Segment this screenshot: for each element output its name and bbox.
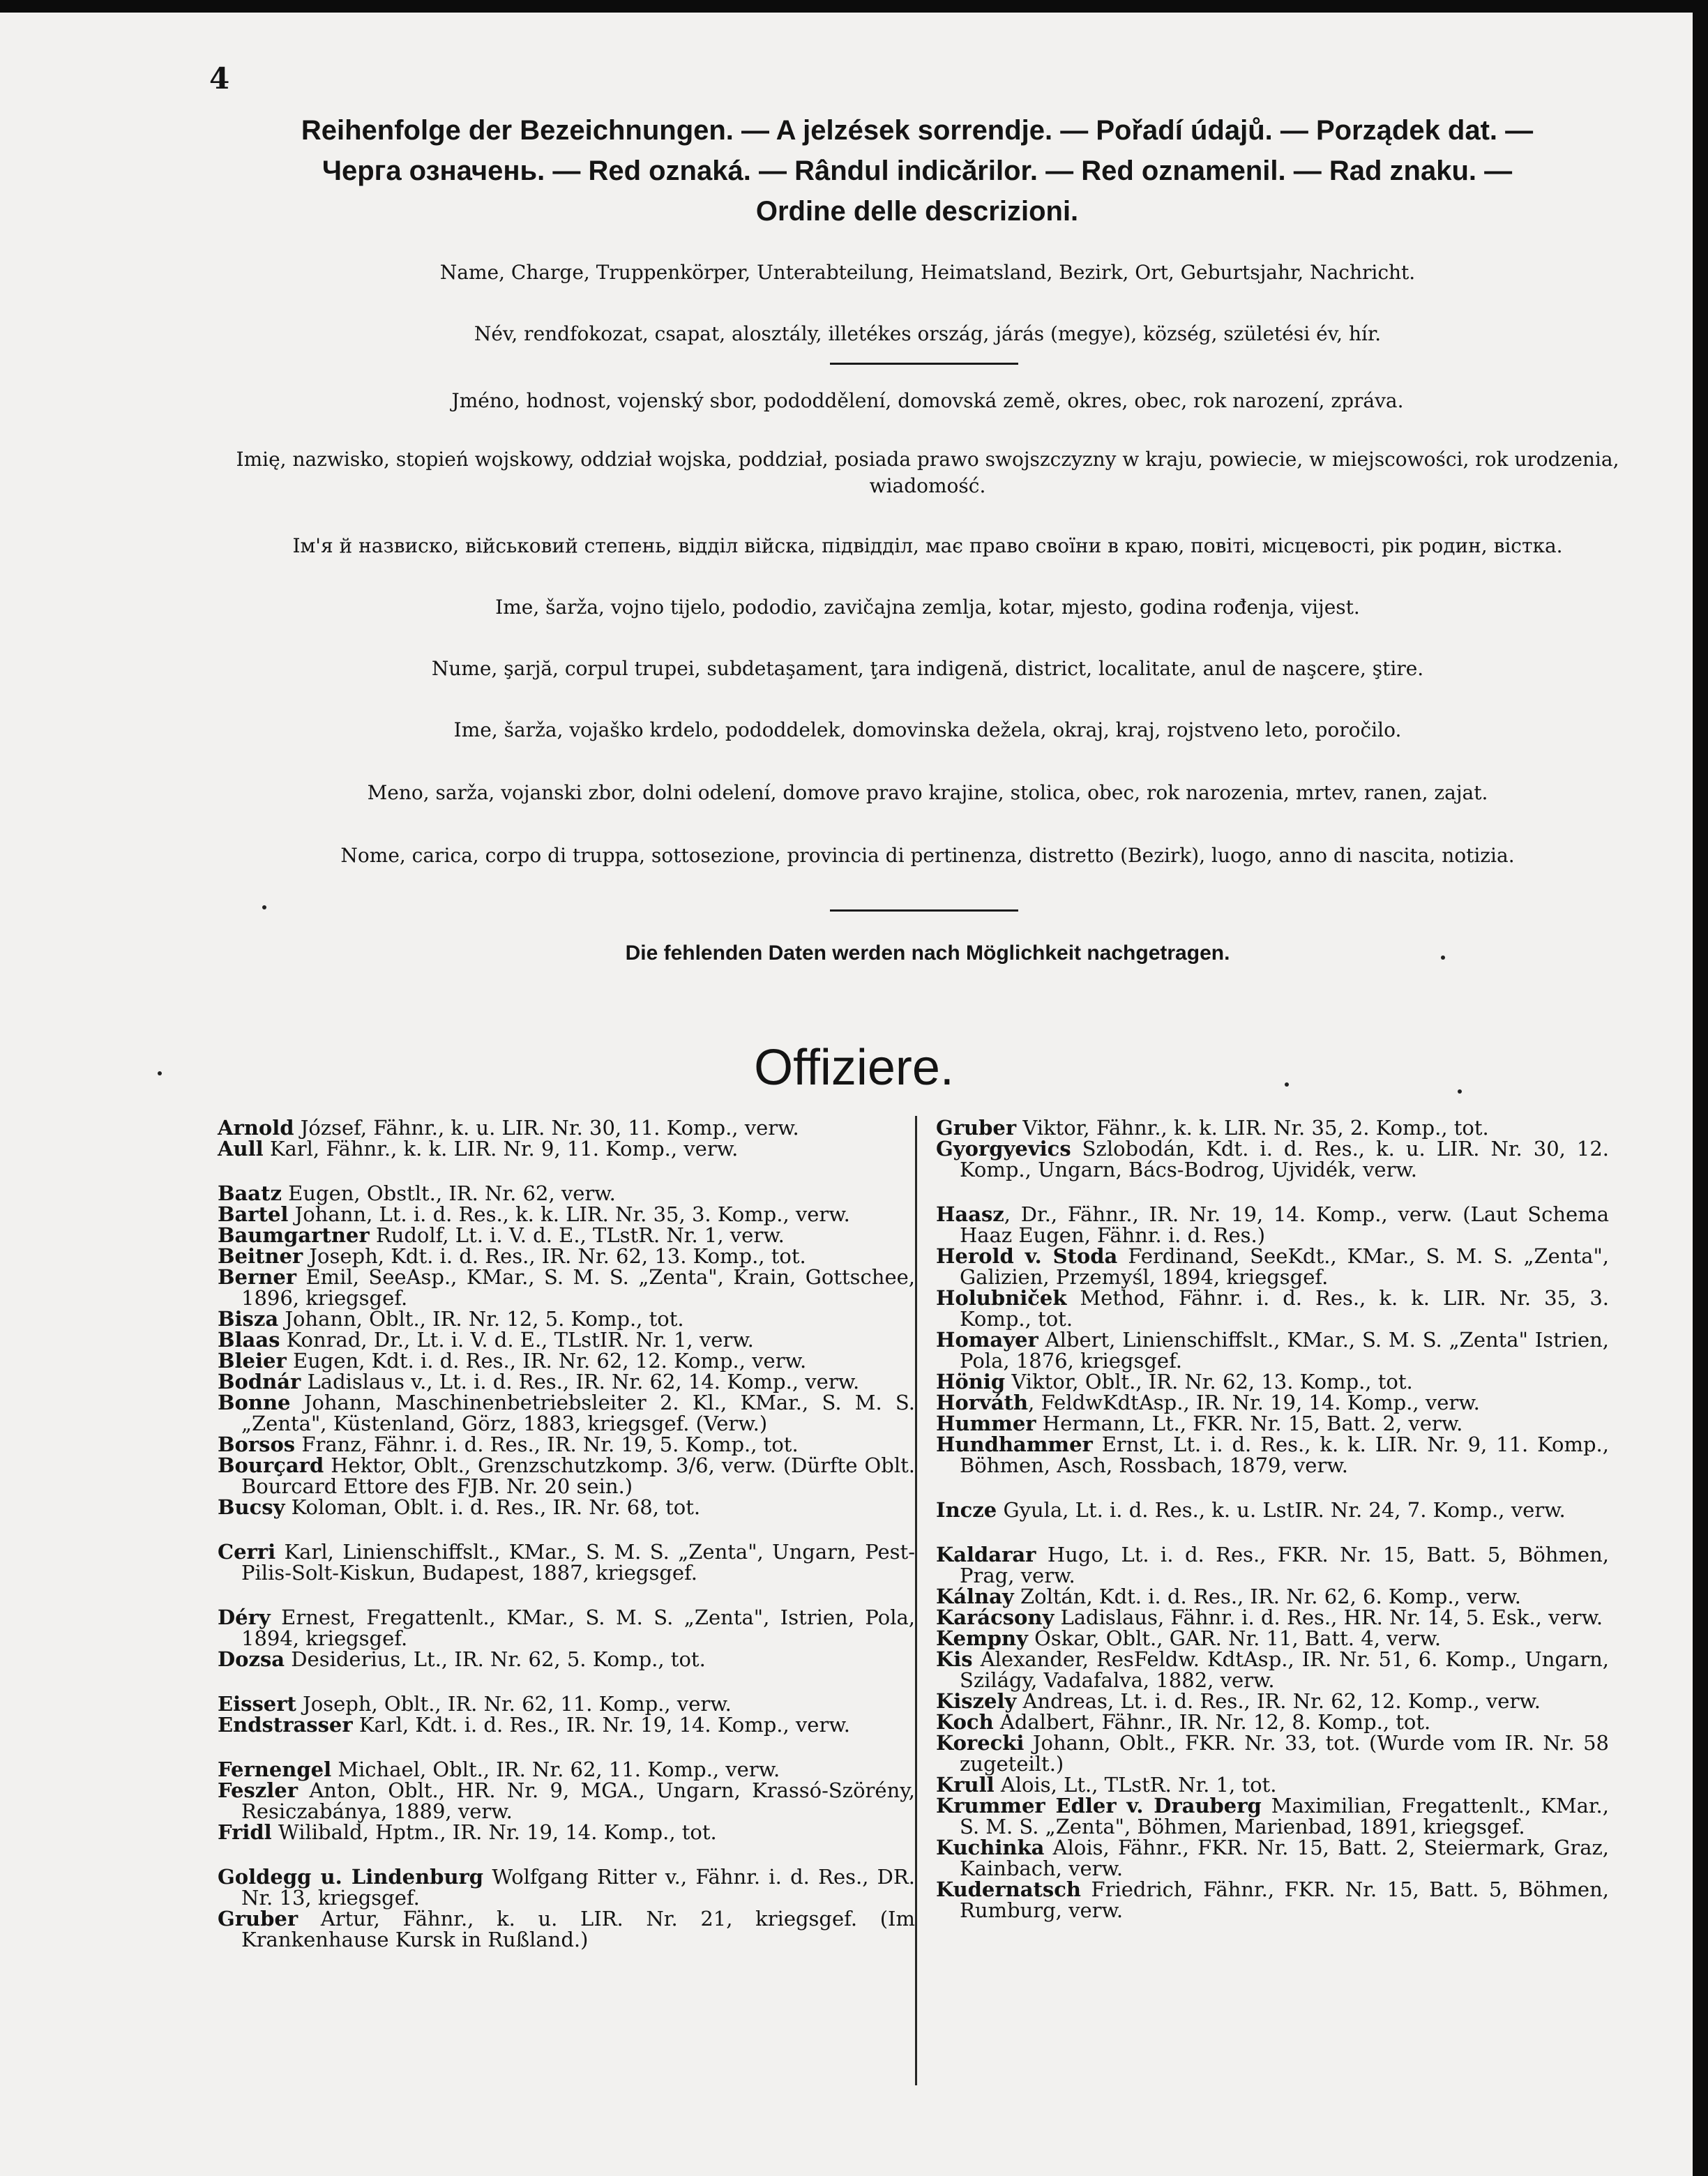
column-divider — [915, 1116, 917, 2085]
heading — [209, 110, 1625, 232]
field-order-croatian: Ime, šarža, vojno tijelo, pododio, zavičajna zemlja, kotar, mjesto, godina rođenja, vijest. — [495, 596, 1360, 619]
officer-entry: Kaldarar Hugo, Lt. i. d. Res., FKR. Nr. 15, Batt. 5, Böhmen, Prag, verw. — [936, 1543, 1609, 1587]
officer-entry: Fernengel Michael, Oblt., IR. Nr. 62, 11. Komp., verw. — [218, 1758, 780, 1781]
officer-entry: Bodnár Ladislaus v., Lt. i. d. Res., IR. Nr. 62, 14. Komp., verw. — [218, 1370, 860, 1393]
officer-entry: Holubniček Method, Fähnr. i. d. Res., k. k. LIR. Nr. 35, 3. Komp., tot. — [936, 1286, 1609, 1331]
officer-entry: Incze Gyula, Lt. i. d. Res., k. u. LstIR. Nr. 24, 7. Komp., verw. — [936, 1498, 1566, 1522]
officer-entry: Blaas Konrad, Dr., Lt. i. V. d. E., TLstIR. Nr. 1, verw. — [218, 1328, 754, 1352]
officer-entry: Gyorgyevics Szlobodán, Kdt. i. d. Res., k. u. LIR. Nr. 30, 12. Komp., Ungarn, Bács-Bodrog, Ujvidék, verw. — [936, 1137, 1609, 1181]
scan-speck — [1441, 955, 1445, 960]
officer-entry: Fridl Wilibald, Hptm., IR. Nr. 19, 14. Komp., tot. — [218, 1820, 717, 1844]
officer-entry: Bartel Johann, Lt. i. d. Res., k. k. LIR. Nr. 35, 3. Komp., verw. — [218, 1202, 850, 1226]
officer-entry: Berner Emil, SeeAsp., KMar., S. M. S. „Zenta", Krain, Gottschee, 1896, kriegsgef. — [218, 1265, 915, 1310]
field-order-czech: Jméno, hodnost, vojenský sbor, pododdělení, domovská země, okres, obec, rok narození, zpráva. — [451, 389, 1404, 412]
officer-entry: Korecki Johann, Oblt., FKR. Nr. 33, tot. (Wurde vom IR. Nr. 58 zugeteilt.) — [936, 1731, 1609, 1776]
officer-entry: Krull Alois, Lt., TLstR. Nr. 1, tot. — [936, 1773, 1277, 1797]
officer-entry: Gruber Artur, Fähnr., k. u. LIR. Nr. 21, kriegsgef. (Im Krankenhause Kursk in Rußland.) — [218, 1907, 915, 1951]
officer-entry: Eissert Joseph, Oblt., IR. Nr. 62, 11. Komp., verw. — [218, 1692, 732, 1716]
officer-entry: Dozsa Desiderius, Lt., IR. Nr. 62, 5. Komp., tot. — [218, 1647, 706, 1671]
officer-entry: Bisza Johann, Oblt., IR. Nr. 12, 5. Komp., tot. — [218, 1307, 684, 1331]
missing-data-note: Die fehlenden Daten werden nach Möglichkeit nachgetragen. — [625, 942, 1230, 965]
scan-border-top — [0, 0, 1708, 13]
officer-entry: Haasz, Dr., Fähnr., IR. Nr. 19, 14. Komp., verw. (Laut Schema Haaz Eugen, Fähnr. i. d. Res.) — [936, 1202, 1609, 1247]
officer-entry: Karácsony Ladislaus, Fähnr. i. d. Res., HR. Nr. 14, 5. Esk., verw. — [936, 1605, 1603, 1629]
officer-entry: Kudernatsch Friedrich, Fähnr., FKR. Nr. 15, Batt. 5, Böhmen, Rumburg, verw. — [936, 1877, 1609, 1922]
scan-speck — [1458, 1089, 1462, 1094]
scan-speck — [158, 1071, 162, 1075]
heading-line: Reihenfolge der Bezeichnungen. — A jelzések sorrendje. — Pořadí údajů. — Porządek dat. — — [301, 115, 1534, 146]
field-order-ruthenian: Ім'я й назвиско, військовий степень, відділ війска, підвідділ, має право своїни в краю, повіті, місцевості, рік родин, вістка. — [292, 534, 1563, 557]
officer-entry: Kiszely Andreas, Lt. i. d. Res., IR. Nr. 62, 12. Komp., verw. — [936, 1689, 1541, 1713]
officer-entry: Bourçard Hektor, Oblt., Grenzschutzkomp. 3/6, verw. (Dürfte Oblt. Bourcard Ettore des FJB. Nr. 20 sein.) — [218, 1453, 915, 1498]
field-order-slovenian: Ime, šarža, vojaško krdelo, pododdelek, domovinska dežela, okraj, kraj, rojstveno leto, poročilo. — [453, 718, 1402, 741]
heading-line: Ordine delle descrizioni. — [755, 196, 1079, 227]
officer-entry: Krummer Edler v. Drauberg Maximilian, Fregattenlt., KMar., S. M. S. „Zenta", Böhmen, Marienbad, 1891, kriegsgef. — [936, 1794, 1609, 1838]
officer-entry: Bucsy Koloman, Oblt. i. d. Res., IR. Nr. 68, tot. — [218, 1495, 701, 1519]
officer-entry: Kuchinka Alois, Fähnr., FKR. Nr. 15, Batt. 2, Steiermark, Graz, Kainbach, verw. — [936, 1836, 1609, 1880]
officer-entry: Kálnay Zoltán, Kdt. i. d. Res., IR. Nr. 62, 6. Komp., verw. — [936, 1585, 1521, 1608]
officer-entry: Kis Alexander, ResFeldw. KdtAsp., IR. Nr. 51, 6. Komp., Ungarn, Szilágy, Vadafalva, 1882, verw. — [936, 1647, 1609, 1692]
officer-entry: Arnold József, Fähnr., k. u. LIR. Nr. 30, 11. Komp., verw. — [218, 1116, 799, 1140]
officer-entry: Cerri Karl, Linienschiffslt., KMar., S. M. S. „Zenta", Ungarn, Pest-Pilis-Solt-Kiskun, Budapest, 1887, kriegsgef. — [218, 1540, 915, 1585]
scan-speck — [1285, 1082, 1289, 1087]
officer-list-right — [936, 1117, 1609, 1921]
field-order-italian: Nome, carica, corpo di truppa, sottosezione, provincia di pertinenza, distretto (Bezirk), luogo, anno di nascita, notizia. — [340, 844, 1515, 867]
heading-line: Черга означень. — Red oznaká. — Rândul indicărilor. — Red oznamenil. — Rad znaku. — — [322, 156, 1513, 186]
field-order-hungarian: Név, rendfokozat, csapat, alosztály, illetékes ország, járás (megye), község, születési év, hír. — [474, 322, 1382, 345]
officer-entry: Baumgartner Rudolf, Lt. i. V. d. E., TLstR. Nr. 1, verw. — [218, 1223, 785, 1247]
separator — [830, 363, 1018, 365]
scan-speck — [262, 905, 266, 909]
officer-entry: Feszler Anton, Oblt., HR. Nr. 9, MGA., Ungarn, Krassó-Szörény, Resiczabánya, 1889, verw. — [218, 1778, 915, 1823]
officer-entry: Bleier Eugen, Kdt. i. d. Res., IR. Nr. 62, 12. Komp., verw. — [218, 1349, 807, 1373]
section-title: Offiziere. — [754, 1040, 954, 1096]
separator — [830, 909, 1018, 912]
officer-entry: Hundhammer Ernst, Lt. i. d. Res., k. k. LIR. Nr. 9, 11. Komp., Böhmen, Asch, Rossbach, 1879, verw. — [936, 1433, 1609, 1477]
officer-entry: Hummer Hermann, Lt., FKR. Nr. 15, Batt. 2, verw. — [936, 1412, 1463, 1435]
officer-entry: Koch Adalbert, Fähnr., IR. Nr. 12, 8. Komp., tot. — [936, 1710, 1431, 1734]
officer-entry: Beitner Joseph, Kdt. i. d. Res., IR. Nr. 62, 13. Komp., tot. — [218, 1244, 806, 1268]
officer-entry: Borsos Franz, Fähnr. i. d. Res., IR. Nr. 19, 5. Komp., tot. — [218, 1433, 799, 1456]
officer-entry: Endstrasser Karl, Kdt. i. d. Res., IR. Nr. 19, 14. Komp., verw. — [218, 1713, 850, 1737]
officer-entry: Déry Ernest, Fregattenlt., KMar., S. M. S. „Zenta", Istrien, Pola, 1894, kriegsgef. — [218, 1605, 915, 1650]
field-order-slovak: Meno, sarža, vojanski zbor, dolni odelení, domove pravo krajine, stolica, obec, rok narozenia, mrtev, ranen, zajat. — [367, 781, 1488, 804]
officer-entry: Gruber Viktor, Fähnr., k. k. LIR. Nr. 35, 2. Komp., tot. — [936, 1116, 1489, 1140]
officer-entry: Homayer Albert, Linienschiffslt., KMar., S. M. S. „Zenta" Istrien, Pola, 1876, kriegsgef. — [936, 1328, 1609, 1373]
officer-entry: Baatz Eugen, Obstlt., IR. Nr. 62, verw. — [218, 1181, 616, 1205]
officer-list-left — [218, 1117, 915, 1950]
field-order-romanian: Nume, şarjă, corpul trupei, subdetaşament, ţara indigenă, district, localitate, anul de naşcere, ştire. — [431, 657, 1424, 680]
field-order-german: Name, Charge, Truppenkörper, Unterabteilung, Heimatsland, Bezirk, Ort, Geburtsjahr, Nachricht. — [439, 261, 1416, 284]
officer-entry: Goldegg u. Lindenburg Wolfgang Ritter v., Fähnr. i. d. Res., DR. Nr. 13, kriegsgef. — [218, 1865, 915, 1910]
officer-entry: Horváth, FeldwKdtAsp., IR. Nr. 19, 14. Komp., verw. — [936, 1391, 1480, 1414]
officer-entry: Hönig Viktor, Oblt., IR. Nr. 62, 13. Komp., tot. — [936, 1370, 1413, 1393]
officer-entry: Bonne Johann, Maschinenbetriebsleiter 2. Kl., KMar., S. M. S. „Zenta", Küstenland, Görz, 1883, kriegsgef. (Verw.) — [218, 1391, 915, 1435]
officer-entry: Kempny Oskar, Oblt., GAR. Nr. 11, Batt. 4, verw. — [936, 1626, 1442, 1650]
officer-entry: Aull Karl, Fähnr., k. k. LIR. Nr. 9, 11. Komp., verw. — [218, 1137, 739, 1161]
page-number: 4 — [209, 61, 230, 96]
officer-entry: Herold v. Stoda Ferdinand, SeeKdt., KMar., S. M. S. „Zenta", Galizien, Przemyśl, 1894, kriegsgef. — [936, 1244, 1609, 1289]
field-order-polish: Imię, nazwisko, stopień wojskowy, oddział wojska, poddział, posiada prawo swojszczyzny w kraju, powiecie, w miejscowości, rok urodzenia, wiadomość. — [236, 448, 1619, 497]
